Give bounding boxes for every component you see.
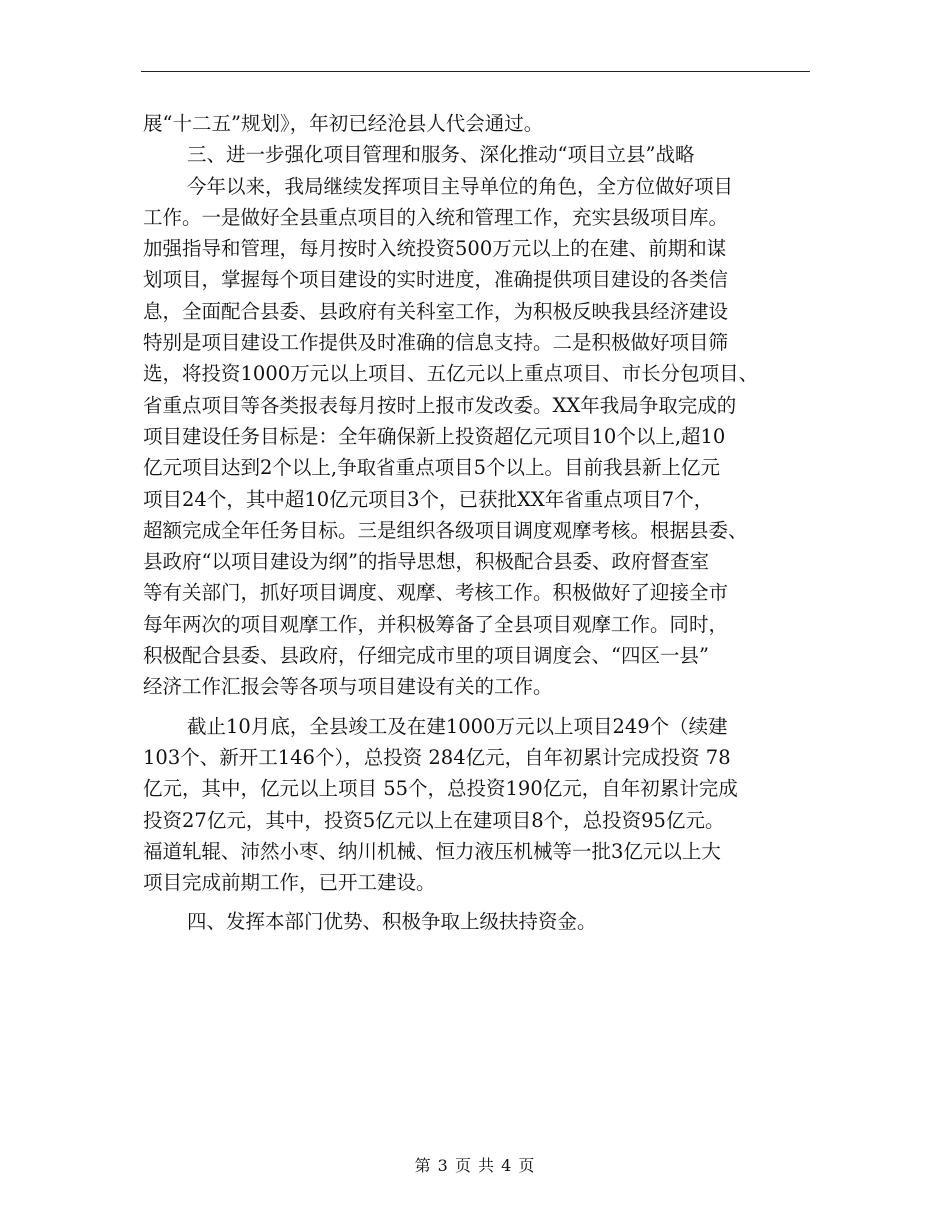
paragraph-gap xyxy=(143,898,819,906)
text-line: 积极配合县委、县政府，仔细完成市里的项目调度会、“四区一县” xyxy=(143,644,709,668)
text-line: 项目24个，其中超10亿元项目3个，已获批XX年省重点项目7个， xyxy=(143,487,714,511)
paragraph-start: 截止10月底，全县竣工及在建1000万元以上项目249个（续建 xyxy=(187,714,728,738)
text-line: 经济工作汇报会等各项与项目建设有关的工作。 xyxy=(143,675,553,699)
text-line: 工作。一是做好全县重点项目的入统和管理工作，充实县级项目库。 xyxy=(143,205,729,229)
body-text xyxy=(143,108,819,938)
paragraph-start: 今年以来，我局继续发挥项目主导单位的角色，全方位做好项目 xyxy=(187,174,734,198)
page-number: 第 3 页 共 4 页 xyxy=(414,1156,536,1175)
text-line: 县政府“以项目建设为纲”的指导思想，积极配合县委、政府督查室 xyxy=(143,550,709,574)
text-line: 福道轧辊、沛然小枣、纳川机械、恒力液压机械等一批3亿元以上大 xyxy=(143,839,721,863)
section-heading: 三、进一步强化项目管理和服务、深化推动“项目立县”战略 xyxy=(187,143,695,167)
text-line: 项目完成前期工作，已开工建设。 xyxy=(143,871,436,895)
text-line: 投资27亿元，其中，投资5亿元以上在建项目8个，总投资95亿元。 xyxy=(143,808,725,832)
text-line: 省重点项目等各类报表每月按时上报市发改委。XX年我局争取完成的 xyxy=(143,393,737,417)
text-line: 息，全面配合县委、县政府有关科室工作，为积极反映我县经济建设 xyxy=(143,299,729,323)
text-line: 每年两次的项目观摩工作，并积极筹备了全县项目观摩工作。同时， xyxy=(143,612,729,636)
text-line: 加强指导和管理，每月按时入统投资500万元以上的在建、前期和谋 xyxy=(143,237,727,261)
text-line: 项目建设任务目标是：全年确保新上投资超亿元项目10个以上,超10 xyxy=(143,424,726,448)
text-line: 展“十二五”规划》，年初已经沧县人代会通过。 xyxy=(143,112,544,135)
text-line: 划项目，掌握每个项目建设的实时进度，准确提供项目建设的各类信 xyxy=(143,268,729,292)
text-line: 超额完成全年任务目标。三是组织各级项目调度观摩考核。根据县委、 xyxy=(143,518,748,542)
text-line: 103个、新开工146个），总投资 284亿元，自年初累计完成投资 78 xyxy=(143,745,731,769)
paragraph-gap xyxy=(143,703,819,711)
header-rule xyxy=(141,71,810,72)
section-heading: 四、发挥本部门优势、积极争取上级扶持资金。 xyxy=(187,910,597,934)
text-line: 亿元，其中，亿元以上项目 55个，总投资190亿元，自年初累计完成 xyxy=(143,777,738,801)
text-line: 等有关部门，抓好项目调度、观摩、考核工作。积极做好了迎接全市 xyxy=(143,581,729,605)
text-line: 亿元项目达到2个以上,争取省重点项目5个以上。目前我县新上亿元 xyxy=(143,456,721,480)
text-line: 选，将投资1000万元以上项目、五亿元以上重点项目、市长分包项目、 xyxy=(143,362,759,386)
text-line: 特别是项目建设工作提供及时准确的信息支持。二是积极做好项目筛 xyxy=(143,331,729,355)
